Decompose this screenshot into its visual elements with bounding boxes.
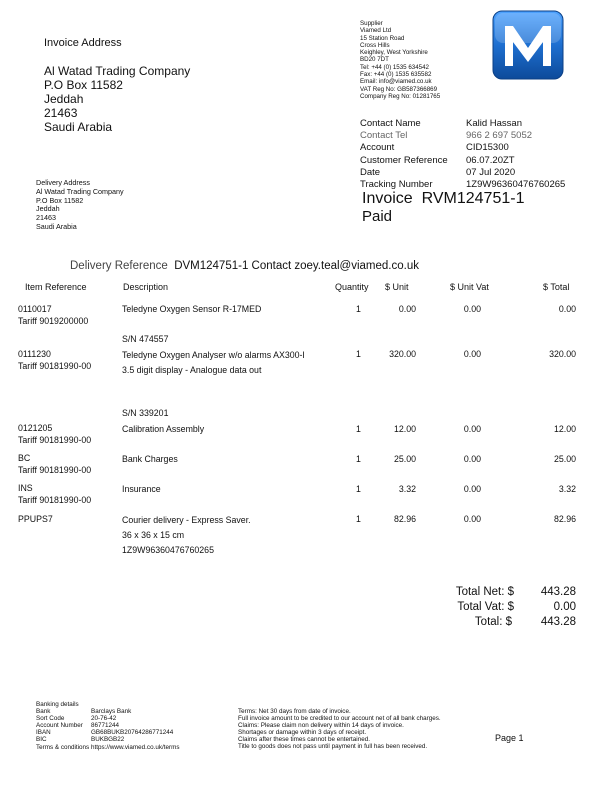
delivery-address-line: Jeddah xyxy=(36,204,60,214)
banking-heading: Banking details xyxy=(36,701,79,708)
banking-value: BUKBGB22 xyxy=(91,736,125,744)
contact-value: Kalid Hassan xyxy=(466,118,522,129)
item-total: 0.00 xyxy=(558,304,576,314)
item-unit-vat: 0.00 xyxy=(463,424,481,434)
invoice-address xyxy=(44,64,190,134)
item-unit: 12.00 xyxy=(393,424,416,434)
invoice-address-line: Jeddah xyxy=(44,92,84,106)
item-description-line: 1Z9W96360476760265 xyxy=(122,545,214,555)
delivery-reference-value: DVM124751-1 Contact zoey.teal@viamed.co.uk xyxy=(174,260,419,272)
banking-row xyxy=(36,729,179,736)
banking-label: Sort Code xyxy=(36,715,65,723)
item-tariff: Tariff 90181990-00 xyxy=(18,435,92,445)
item-quantity: 1 xyxy=(356,484,361,494)
invoice-status: Paid xyxy=(362,208,393,225)
contact-label: Customer Reference xyxy=(360,154,448,166)
invoice-address-line: Al Watad Trading Company xyxy=(44,64,191,78)
supplier-line: Email: info@viamed.co.uk xyxy=(360,78,432,86)
contact-row xyxy=(360,167,565,179)
banking-value: 86771244 xyxy=(91,722,120,730)
item-description-line: Courier delivery - Express Saver. xyxy=(122,515,251,525)
item-description: Calibration Assembly xyxy=(122,424,205,434)
item-description-line: Teledyne Oxygen Analyser w/o alarms AX300-I xyxy=(122,350,305,360)
supplier-line: VAT Reg No: GB587366869 xyxy=(360,85,438,93)
delivery-address-line: P.O Box 11582 xyxy=(36,195,84,205)
total-label: Total: $ xyxy=(474,616,512,628)
banking-details xyxy=(36,701,179,751)
banking-row xyxy=(36,715,179,722)
banking-row xyxy=(36,736,179,743)
banking-label: BIC xyxy=(36,736,47,744)
item-tariff: Tariff 9019200000 xyxy=(18,316,89,326)
delivery-reference xyxy=(70,260,419,272)
terms-line: Shortages or damage within 3 days of receipt. xyxy=(238,729,367,737)
item-tariff: Tariff 90181990-00 xyxy=(18,495,92,505)
contact-value: 07 Jul 2020 xyxy=(466,166,516,178)
viamed-logo xyxy=(492,10,564,80)
contact-value: CID15300 xyxy=(466,142,509,154)
terms-link[interactable]: Terms & conditions https://www.viamed.co.uk/terms xyxy=(36,743,180,751)
item-description: Insurance xyxy=(122,484,161,494)
item-quantity: 1 xyxy=(356,514,361,524)
invoice-address-heading: Invoice Address xyxy=(44,37,122,49)
item-quantity: 1 xyxy=(356,349,361,359)
terms-line: Claims after these times cannot be entertained. xyxy=(238,736,370,744)
total-value: 443.28 xyxy=(540,616,576,628)
banking-label: Account Number xyxy=(36,722,83,730)
delivery-address-line: 21463 xyxy=(36,213,56,223)
supplier-line: BD20 7DT xyxy=(360,56,389,64)
item-quantity: 1 xyxy=(356,304,361,314)
item-description: Teledyne Oxygen Sensor R-17MED xyxy=(122,304,262,314)
contact-value: 06.07.20ZT xyxy=(466,154,515,166)
delivery-reference-label: Delivery Reference xyxy=(70,260,168,272)
item-description-line: 3.5 digit display - Analogue data out xyxy=(122,365,262,375)
header-item-reference: Item Reference xyxy=(25,282,87,292)
banking-label: Bank xyxy=(36,708,51,716)
terms-line: Terms: Net 30 days from date of invoice. xyxy=(238,708,351,715)
item-unit-vat: 0.00 xyxy=(463,304,481,314)
contact-row xyxy=(360,118,565,130)
item-total: 3.32 xyxy=(558,484,576,494)
item-quantity: 1 xyxy=(356,454,361,464)
banking-label: IBAN xyxy=(36,729,51,737)
total-vat-value: 0.00 xyxy=(553,601,576,613)
item-total: 25.00 xyxy=(553,454,576,464)
item-total: 320.00 xyxy=(549,349,576,359)
invoice-address-line: Saudi Arabia xyxy=(44,120,113,134)
item-tariff: Tariff 90181990-00 xyxy=(18,361,92,371)
item-serial: S/N 339201 xyxy=(122,408,169,418)
supplier-line: Supplier xyxy=(360,20,383,27)
item-description: Bank Charges xyxy=(122,454,178,464)
item-reference xyxy=(18,513,53,525)
item-code: PPUPS7 xyxy=(18,514,53,524)
page-number: Page 1 xyxy=(495,733,524,743)
item-code: BC xyxy=(18,453,31,463)
item-unit: 3.32 xyxy=(398,484,416,494)
contact-details xyxy=(360,118,565,191)
item-unit: 320.00 xyxy=(389,349,416,359)
item-unit-vat: 0.00 xyxy=(463,514,481,524)
item-description-line: 36 x 36 x 15 cm xyxy=(122,530,185,540)
contact-label: Tracking Number xyxy=(360,179,433,191)
header-quantity: Quantity xyxy=(335,282,369,292)
terms-line: Full invoice amount to be credited to our account net of all bank charges. xyxy=(238,715,441,723)
total-net-label: Total Net: $ xyxy=(455,586,514,598)
header-unit: $ Unit xyxy=(385,282,409,292)
item-unit: 82.96 xyxy=(393,514,416,524)
contact-label: Contact Tel xyxy=(360,130,408,142)
item-code: INS xyxy=(18,483,33,493)
contact-label: Contact Name xyxy=(360,118,421,129)
contact-row xyxy=(360,155,565,167)
total-net-value: 443.28 xyxy=(540,586,576,598)
item-reference xyxy=(18,422,91,446)
item-description xyxy=(122,513,251,558)
header-unit-vat: $ Unit Vat xyxy=(450,282,489,292)
delivery-address-line: Al Watad Trading Company xyxy=(36,186,124,196)
delivery-address xyxy=(36,179,124,232)
item-unit-vat: 0.00 xyxy=(463,349,481,359)
item-reference xyxy=(18,303,88,327)
terms-line: Claims: Please claim non delivery within 14 days of invoice. xyxy=(238,722,404,730)
banking-value: Barclays Bank xyxy=(91,708,132,716)
contact-row xyxy=(360,142,565,154)
contact-label: Account xyxy=(360,142,395,154)
supplier-line: Tel: +44 (0) 1535 634542 xyxy=(360,63,429,71)
invoice-address-line: 21463 xyxy=(44,106,78,120)
item-unit: 25.00 xyxy=(393,454,416,464)
contact-value: 966 2 697 5052 xyxy=(466,130,533,142)
banking-value: 20-76-42 xyxy=(91,715,117,723)
invoice-number: Invoice RVM124751-1 xyxy=(362,190,525,207)
supplier-line: Company Reg No: 01281765 xyxy=(360,92,441,100)
item-serial: S/N 474557 xyxy=(122,334,169,344)
terms-line: Title to goods does not pass until payment in full has been received. xyxy=(238,743,428,751)
contact-label: Date xyxy=(360,166,381,178)
item-reference xyxy=(18,482,91,506)
item-unit-vat: 0.00 xyxy=(463,484,481,494)
banking-value: GB68BUKB20764286771244 xyxy=(91,729,174,737)
supplier-line: Keighley, West Yorkshire xyxy=(360,49,428,57)
invoice-address-line: P.O Box 11582 xyxy=(44,78,123,92)
item-quantity: 1 xyxy=(356,424,361,434)
item-reference xyxy=(18,452,91,476)
item-total: 82.96 xyxy=(553,514,576,524)
delivery-address-line: Delivery Address xyxy=(36,178,90,187)
terms-text xyxy=(238,708,441,751)
supplier-line: Cross Hills xyxy=(360,41,390,49)
supplier-details xyxy=(360,20,440,100)
header-total: $ Total xyxy=(543,282,570,292)
supplier-line: Viamed Ltd xyxy=(360,27,392,35)
item-description xyxy=(122,348,305,378)
supplier-line: Fax: +44 (0) 1535 635582 xyxy=(360,71,432,79)
item-total: 12.00 xyxy=(553,424,576,434)
item-reference xyxy=(18,348,91,372)
header-description: Description xyxy=(123,282,169,292)
banking-row xyxy=(36,708,179,715)
contact-row xyxy=(360,130,565,142)
contact-value: 1Z9W96360476760265 xyxy=(466,179,566,191)
item-tariff: Tariff 90181990-00 xyxy=(18,465,92,475)
item-unit-vat: 0.00 xyxy=(463,454,481,464)
item-code: 0110017 xyxy=(18,304,52,314)
total-vat-label: Total Vat: $ xyxy=(457,601,514,613)
item-code: 0111230 xyxy=(18,349,51,359)
delivery-address-line: Saudi Arabia xyxy=(36,221,77,231)
item-unit: 0.00 xyxy=(398,304,416,314)
item-code: 0121205 xyxy=(18,423,53,433)
supplier-line: 15 Station Road xyxy=(360,34,405,42)
banking-row xyxy=(36,722,179,729)
